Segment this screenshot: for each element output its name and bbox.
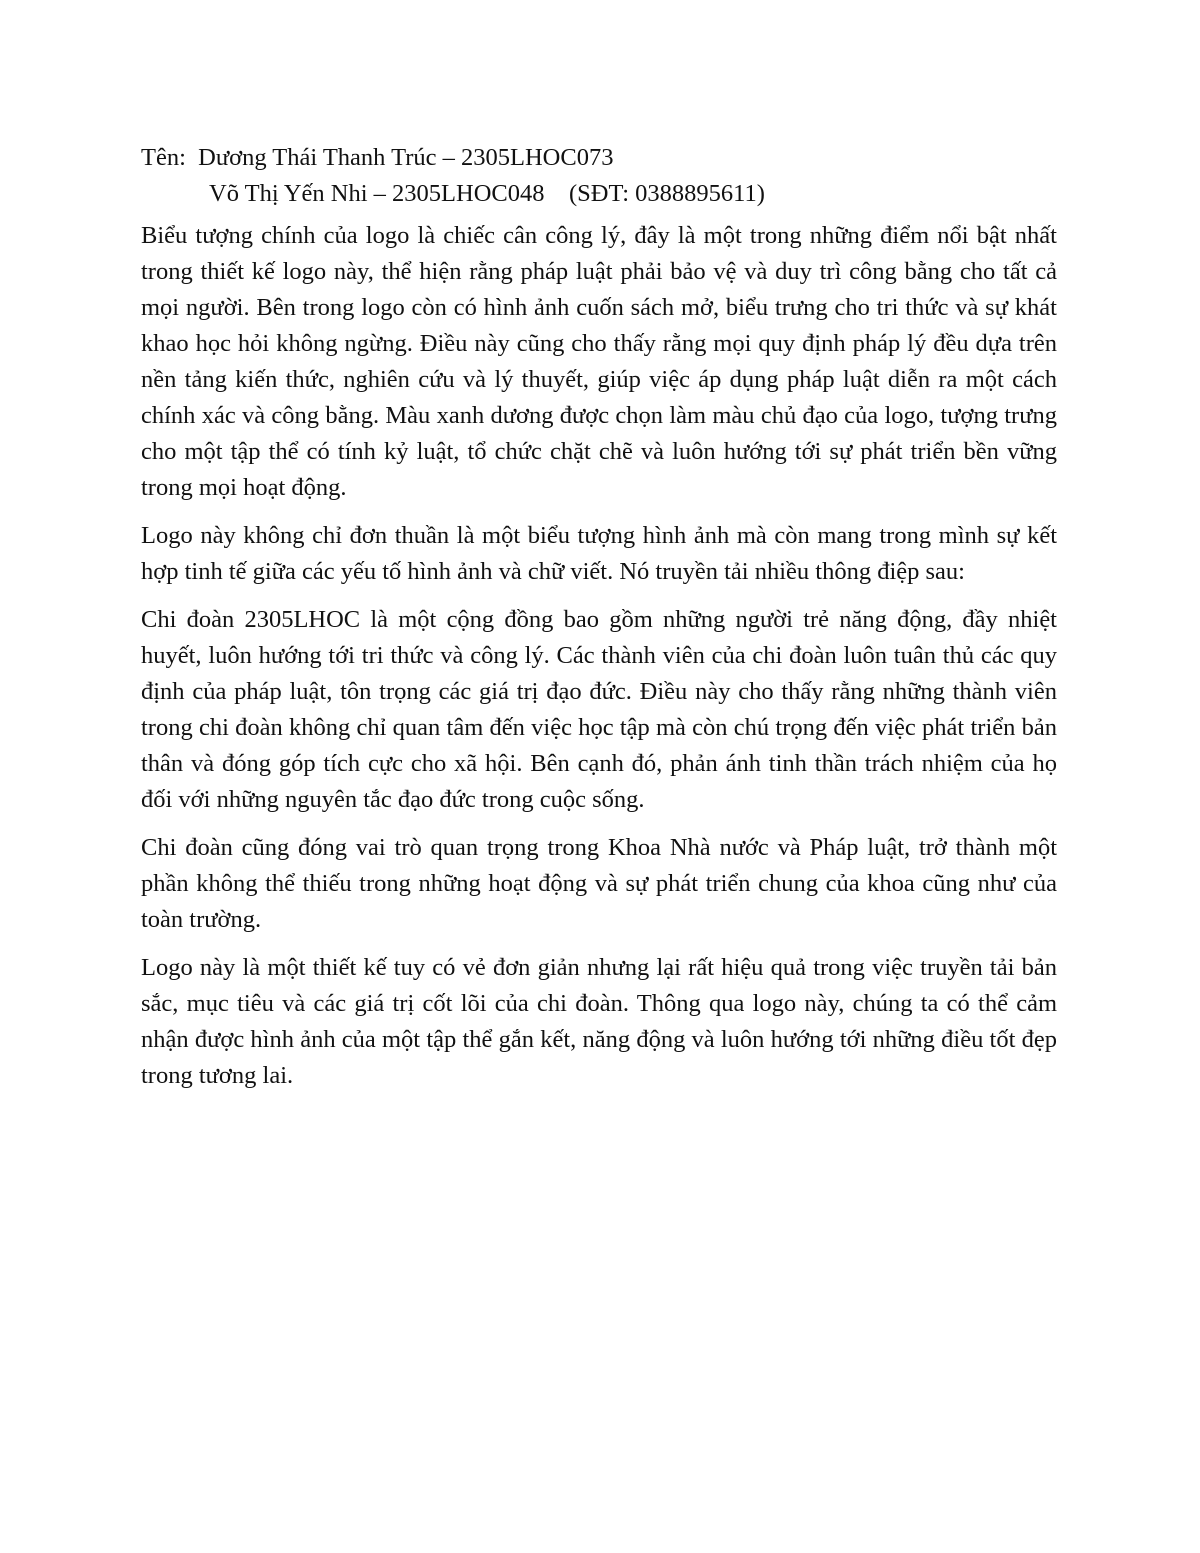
paragraph-conclusion: Logo này là một thiết kế tuy có vẻ đơn giản nhưng lại rất hiệu quả trong việc truyền tải bản sắc, mục tiêu và các giá trị cốt lõi của chi đoàn. Thông qua logo này, chúng ta có thể cảm nhận được hình ảnh của một tập thể gắn kết, năng động và luôn hướng tới những điều tốt đẹp trong tương lai.	[141, 954, 1057, 1089]
paragraph-logo-message: Logo này không chỉ đơn thuần là một biểu tượng hình ảnh mà còn mang trong mình sự kết hợp tinh tế giữa các yếu tố hình ảnh và chữ viết. Nó truyền tải nhiều thông điệp sau:	[141, 522, 1057, 585]
author-line-1: Tên: Dương Thái Thanh Trúc – 2305LHOC073	[141, 144, 614, 171]
paragraph-chi-doan-role: Chi đoàn cũng đóng vai trò quan trọng trong Khoa Nhà nước và Pháp luật, trở thành một phần không thể thiếu trong những hoạt động và sự phát triển chung của khoa cũng như của toàn trường.	[141, 834, 1057, 933]
paragraph-chi-doan-community: Chi đoàn 2305LHOC là một cộng đồng bao gồm những người trẻ năng động, đầy nhiệt huyết, luôn hướng tới tri thức và công lý. Các thành viên của chi đoàn luôn tuân thủ các quy định của pháp luật, tôn trọng các giá trị đạo đức. Điều này cho thấy rằng những thành viên trong chi đoàn không chỉ quan tâm đến việc học tập mà còn chú trọng đến việc phát triển bản thân và đóng góp tích cực cho xã hội. Bên cạnh đó, phản ánh tinh thần trách nhiệm của họ đối với những nguyên tắc đạo đức trong cuộc sống.	[141, 606, 1057, 813]
document-body	[141, 140, 1057, 1094]
paragraph-logo-symbol: Biểu tượng chính của logo là chiếc cân công lý, đây là một trong những điểm nổi bật nhất trong thiết kế logo này, thể hiện rằng pháp luật phải bảo vệ và duy trì công bằng cho tất cả mọi người. Bên trong logo còn có hình ảnh cuốn sách mở, biểu trưng cho tri thức và sự khát khao học hỏi không ngừng. Điều này cũng cho thấy rằng mọi quy định pháp lý đều dựa trên nền tảng kiến thức, nghiên cứu và lý thuyết, giúp việc áp dụng pháp luật diễn ra một cách chính xác và công bằng. Màu xanh dương được chọn làm màu chủ đạo của logo, tượng trưng cho một tập thể có tính kỷ luật, tổ chức chặt chẽ và luôn hướng tới sự phát triển bền vững trong mọi hoạt động.	[141, 222, 1057, 501]
author-line-2: Võ Thị Yến Nhi – 2305LHOC048 (SĐT: 0388895611)	[209, 180, 765, 207]
